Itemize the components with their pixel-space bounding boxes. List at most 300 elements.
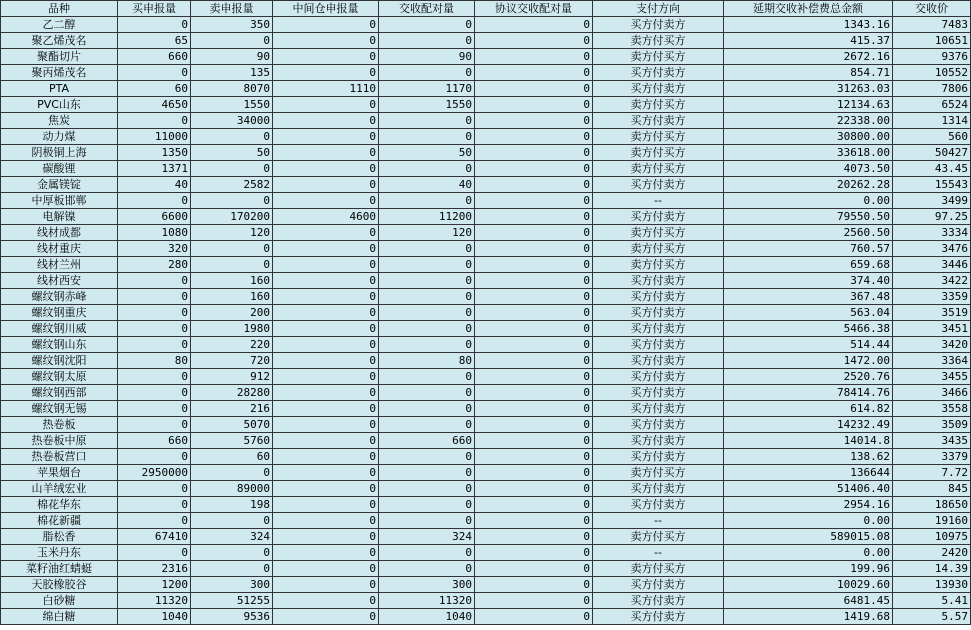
cell-variety: 天胶橡胶谷 <box>1 577 118 593</box>
cell-variety: PVC山东 <box>1 97 118 113</box>
cell-compensation-total: 0.00 <box>724 193 893 209</box>
cell-payment-direction: 买方付卖方 <box>593 305 724 321</box>
cell-compensation-total: 30800.00 <box>724 129 893 145</box>
cell-compensation-total: 4073.50 <box>724 161 893 177</box>
cell-delivery-price: 14.39 <box>893 561 971 577</box>
cell-variety: 焦炭 <box>1 113 118 129</box>
table-row <box>1 65 971 81</box>
cell-sell-declared: 51255 <box>191 593 273 609</box>
cell-buy-declared: 0 <box>118 449 191 465</box>
cell-delivery-price: 10552 <box>893 65 971 81</box>
cell-agreement-matched: 0 <box>475 129 593 145</box>
cell-sell-declared: 220 <box>191 337 273 353</box>
cell-agreement-matched: 0 <box>475 49 593 65</box>
cell-buy-declared: 0 <box>118 513 191 529</box>
cell-matched: 0 <box>379 401 475 417</box>
cell-payment-direction: 买方付卖方 <box>593 497 724 513</box>
cell-sell-declared: 1980 <box>191 321 273 337</box>
cell-compensation-total: 563.04 <box>724 305 893 321</box>
table-row <box>1 465 971 481</box>
cell-sell-declared: 1550 <box>191 97 273 113</box>
cell-delivery-price: 7806 <box>893 81 971 97</box>
cell-compensation-total: 12134.63 <box>724 97 893 113</box>
header-intermediate-declared: 中间仓申报量 <box>273 1 379 17</box>
cell-payment-direction: 买方付卖方 <box>593 289 724 305</box>
cell-matched: 0 <box>379 241 475 257</box>
cell-matched: 0 <box>379 33 475 49</box>
cell-matched: 0 <box>379 273 475 289</box>
cell-buy-declared: 0 <box>118 369 191 385</box>
table-row <box>1 289 971 305</box>
cell-variety: 阴极铜上海 <box>1 145 118 161</box>
cell-variety: 线材兰州 <box>1 257 118 273</box>
cell-variety: 乙二醇 <box>1 17 118 33</box>
cell-matched: 0 <box>379 193 475 209</box>
cell-payment-direction: 买方付卖方 <box>593 177 724 193</box>
cell-sell-declared: 160 <box>191 289 273 305</box>
cell-delivery-price: 10975 <box>893 529 971 545</box>
cell-variety: 脂松香 <box>1 529 118 545</box>
header-compensation-total: 延期交收补偿费总金额 <box>724 1 893 17</box>
cell-intermediate-declared: 0 <box>273 97 379 113</box>
cell-matched: 0 <box>379 129 475 145</box>
cell-intermediate-declared: 0 <box>273 593 379 609</box>
cell-payment-direction: -- <box>593 545 724 561</box>
table-row <box>1 433 971 449</box>
cell-payment-direction: 卖方付买方 <box>593 129 724 145</box>
cell-payment-direction: 买方付卖方 <box>593 321 724 337</box>
cell-compensation-total: 78414.76 <box>724 385 893 401</box>
cell-agreement-matched: 0 <box>475 449 593 465</box>
cell-agreement-matched: 0 <box>475 241 593 257</box>
table-row <box>1 513 971 529</box>
cell-compensation-total: 2520.76 <box>724 369 893 385</box>
cell-payment-direction: 卖方付买方 <box>593 33 724 49</box>
cell-delivery-price: 2420 <box>893 545 971 561</box>
header-agreement-matched: 协议交收配对量 <box>475 1 593 17</box>
cell-variety: 聚乙烯茂名 <box>1 33 118 49</box>
cell-variety: 绵白糖 <box>1 609 118 625</box>
cell-sell-declared: 0 <box>191 161 273 177</box>
cell-intermediate-declared: 0 <box>273 545 379 561</box>
cell-intermediate-declared: 0 <box>273 449 379 465</box>
cell-compensation-total: 1343.16 <box>724 17 893 33</box>
cell-buy-declared: 0 <box>118 481 191 497</box>
header-payment-direction: 支付方向 <box>593 1 724 17</box>
cell-buy-declared: 65 <box>118 33 191 49</box>
cell-matched: 80 <box>379 353 475 369</box>
table-row <box>1 129 971 145</box>
cell-buy-declared: 1350 <box>118 145 191 161</box>
cell-variety: 螺纹钢沈阳 <box>1 353 118 369</box>
cell-matched: 0 <box>379 161 475 177</box>
cell-agreement-matched: 0 <box>475 161 593 177</box>
cell-intermediate-declared: 0 <box>273 289 379 305</box>
table-row <box>1 209 971 225</box>
cell-matched: 0 <box>379 545 475 561</box>
cell-sell-declared: 912 <box>191 369 273 385</box>
cell-buy-declared: 0 <box>118 65 191 81</box>
cell-matched: 0 <box>379 449 475 465</box>
table-row <box>1 17 971 33</box>
cell-payment-direction: 买方付卖方 <box>593 385 724 401</box>
cell-variety: PTA <box>1 81 118 97</box>
cell-variety: 动力煤 <box>1 129 118 145</box>
cell-buy-declared: 660 <box>118 49 191 65</box>
cell-delivery-price: 6524 <box>893 97 971 113</box>
cell-buy-declared: 80 <box>118 353 191 369</box>
cell-compensation-total: 14232.49 <box>724 417 893 433</box>
cell-intermediate-declared: 0 <box>273 385 379 401</box>
cell-buy-declared: 0 <box>118 385 191 401</box>
cell-buy-declared: 1200 <box>118 577 191 593</box>
cell-sell-declared: 198 <box>191 497 273 513</box>
cell-delivery-price: 43.45 <box>893 161 971 177</box>
cell-matched: 50 <box>379 145 475 161</box>
cell-sell-declared: 0 <box>191 545 273 561</box>
cell-payment-direction: 卖方付买方 <box>593 145 724 161</box>
cell-intermediate-declared: 0 <box>273 529 379 545</box>
cell-delivery-price: 560 <box>893 129 971 145</box>
cell-payment-direction: 卖方付买方 <box>593 561 724 577</box>
cell-payment-direction: 买方付卖方 <box>593 369 724 385</box>
cell-matched: 0 <box>379 481 475 497</box>
cell-sell-declared: 5070 <box>191 417 273 433</box>
cell-buy-declared: 0 <box>118 305 191 321</box>
cell-payment-direction: 买方付卖方 <box>593 609 724 625</box>
cell-delivery-price: 5.57 <box>893 609 971 625</box>
cell-intermediate-declared: 0 <box>273 369 379 385</box>
cell-buy-declared: 1080 <box>118 225 191 241</box>
cell-agreement-matched: 0 <box>475 337 593 353</box>
cell-buy-declared: 0 <box>118 545 191 561</box>
cell-variety: 热卷板 <box>1 417 118 433</box>
cell-sell-declared: 34000 <box>191 113 273 129</box>
cell-buy-declared: 4650 <box>118 97 191 113</box>
table-row <box>1 161 971 177</box>
cell-sell-declared: 0 <box>191 33 273 49</box>
cell-delivery-price: 3499 <box>893 193 971 209</box>
cell-variety: 线材西安 <box>1 273 118 289</box>
cell-agreement-matched: 0 <box>475 545 593 561</box>
cell-variety: 聚丙烯茂名 <box>1 65 118 81</box>
cell-payment-direction: 买方付卖方 <box>593 593 724 609</box>
cell-variety: 螺纹钢重庆 <box>1 305 118 321</box>
cell-payment-direction: 卖方付买方 <box>593 225 724 241</box>
cell-buy-declared: 0 <box>118 321 191 337</box>
cell-delivery-price: 3359 <box>893 289 971 305</box>
cell-matched: 11200 <box>379 209 475 225</box>
cell-agreement-matched: 0 <box>475 369 593 385</box>
cell-delivery-price: 18650 <box>893 497 971 513</box>
cell-payment-direction: 买方付卖方 <box>593 401 724 417</box>
cell-matched: 0 <box>379 65 475 81</box>
cell-delivery-price: 3509 <box>893 417 971 433</box>
table-row <box>1 417 971 433</box>
cell-sell-declared: 89000 <box>191 481 273 497</box>
table-row <box>1 225 971 241</box>
cell-payment-direction: 买方付卖方 <box>593 481 724 497</box>
table-row <box>1 561 971 577</box>
cell-sell-declared: 8070 <box>191 81 273 97</box>
cell-matched: 90 <box>379 49 475 65</box>
table-row <box>1 273 971 289</box>
cell-agreement-matched: 0 <box>475 529 593 545</box>
cell-buy-declared: 11320 <box>118 593 191 609</box>
cell-compensation-total: 2954.16 <box>724 497 893 513</box>
cell-agreement-matched: 0 <box>475 193 593 209</box>
cell-intermediate-declared: 0 <box>273 177 379 193</box>
cell-intermediate-declared: 0 <box>273 305 379 321</box>
cell-sell-declared: 160 <box>191 273 273 289</box>
cell-compensation-total: 1472.00 <box>724 353 893 369</box>
table-row <box>1 49 971 65</box>
cell-compensation-total: 5466.38 <box>724 321 893 337</box>
cell-variety: 金属镁锭 <box>1 177 118 193</box>
cell-variety: 棉花华东 <box>1 497 118 513</box>
cell-sell-declared: 350 <box>191 17 273 33</box>
cell-matched: 0 <box>379 561 475 577</box>
cell-intermediate-declared: 0 <box>273 65 379 81</box>
cell-buy-declared: 60 <box>118 81 191 97</box>
cell-matched: 0 <box>379 257 475 273</box>
cell-intermediate-declared: 0 <box>273 193 379 209</box>
cell-compensation-total: 854.71 <box>724 65 893 81</box>
cell-payment-direction: 买方付卖方 <box>593 577 724 593</box>
cell-matched: 11320 <box>379 593 475 609</box>
cell-buy-declared: 0 <box>118 337 191 353</box>
cell-compensation-total: 14014.8 <box>724 433 893 449</box>
cell-delivery-price: 3379 <box>893 449 971 465</box>
table-row <box>1 369 971 385</box>
cell-payment-direction: 买方付卖方 <box>593 65 724 81</box>
cell-compensation-total: 514.44 <box>724 337 893 353</box>
cell-compensation-total: 79550.50 <box>724 209 893 225</box>
cell-sell-declared: 0 <box>191 129 273 145</box>
cell-sell-declared: 120 <box>191 225 273 241</box>
table-row <box>1 305 971 321</box>
cell-compensation-total: 31263.03 <box>724 81 893 97</box>
cell-variety: 白砂糖 <box>1 593 118 609</box>
cell-matched: 40 <box>379 177 475 193</box>
cell-agreement-matched: 0 <box>475 433 593 449</box>
cell-payment-direction: -- <box>593 193 724 209</box>
cell-variety: 苹果烟台 <box>1 465 118 481</box>
cell-variety: 棉花新疆 <box>1 513 118 529</box>
cell-payment-direction: 买方付卖方 <box>593 449 724 465</box>
cell-sell-declared: 28280 <box>191 385 273 401</box>
header-sell-declared: 卖申报量 <box>191 1 273 17</box>
cell-compensation-total: 589015.08 <box>724 529 893 545</box>
table-row <box>1 481 971 497</box>
cell-payment-direction: 卖方付买方 <box>593 97 724 113</box>
cell-compensation-total: 614.82 <box>724 401 893 417</box>
cell-sell-declared: 5760 <box>191 433 273 449</box>
cell-compensation-total: 2560.50 <box>724 225 893 241</box>
cell-matched: 0 <box>379 17 475 33</box>
cell-matched: 300 <box>379 577 475 593</box>
cell-compensation-total: 6481.45 <box>724 593 893 609</box>
cell-variety: 螺纹钢太原 <box>1 369 118 385</box>
cell-buy-declared: 1040 <box>118 609 191 625</box>
cell-buy-declared: 2950000 <box>118 465 191 481</box>
cell-delivery-price: 3466 <box>893 385 971 401</box>
table-row <box>1 577 971 593</box>
cell-intermediate-declared: 0 <box>273 417 379 433</box>
cell-compensation-total: 0.00 <box>724 513 893 529</box>
cell-agreement-matched: 0 <box>475 33 593 49</box>
cell-matched: 0 <box>379 337 475 353</box>
cell-buy-declared: 0 <box>118 193 191 209</box>
cell-payment-direction: 卖方付买方 <box>593 465 724 481</box>
table-row <box>1 449 971 465</box>
cell-payment-direction: 买方付卖方 <box>593 337 724 353</box>
cell-delivery-price: 50427 <box>893 145 971 161</box>
cell-compensation-total: 138.62 <box>724 449 893 465</box>
cell-compensation-total: 374.40 <box>724 273 893 289</box>
cell-agreement-matched: 0 <box>475 273 593 289</box>
cell-compensation-total: 10029.60 <box>724 577 893 593</box>
cell-matched: 0 <box>379 369 475 385</box>
cell-buy-declared: 0 <box>118 401 191 417</box>
cell-buy-declared: 660 <box>118 433 191 449</box>
cell-payment-direction: 买方付卖方 <box>593 273 724 289</box>
cell-sell-declared: 200 <box>191 305 273 321</box>
cell-payment-direction: 卖方付买方 <box>593 257 724 273</box>
cell-compensation-total: 0.00 <box>724 545 893 561</box>
cell-intermediate-declared: 0 <box>273 401 379 417</box>
cell-buy-declared: 0 <box>118 273 191 289</box>
cell-delivery-price: 3420 <box>893 337 971 353</box>
cell-intermediate-declared: 0 <box>273 49 379 65</box>
cell-variety: 中厚板邯郸 <box>1 193 118 209</box>
cell-delivery-price: 10651 <box>893 33 971 49</box>
cell-delivery-price: 3422 <box>893 273 971 289</box>
table-row <box>1 545 971 561</box>
cell-sell-declared: 0 <box>191 257 273 273</box>
cell-sell-declared: 60 <box>191 449 273 465</box>
table-row <box>1 321 971 337</box>
table-row <box>1 257 971 273</box>
cell-variety: 螺纹钢无锡 <box>1 401 118 417</box>
cell-agreement-matched: 0 <box>475 385 593 401</box>
cell-payment-direction: -- <box>593 513 724 529</box>
cell-variety: 聚酯切片 <box>1 49 118 65</box>
table-row <box>1 241 971 257</box>
cell-sell-declared: 216 <box>191 401 273 417</box>
cell-agreement-matched: 0 <box>475 497 593 513</box>
cell-variety: 螺纹钢赤峰 <box>1 289 118 305</box>
cell-compensation-total: 415.37 <box>724 33 893 49</box>
cell-intermediate-declared: 4600 <box>273 209 379 225</box>
cell-compensation-total: 136644 <box>724 465 893 481</box>
cell-payment-direction: 卖方付买方 <box>593 161 724 177</box>
cell-sell-declared: 9536 <box>191 609 273 625</box>
cell-intermediate-declared: 0 <box>273 433 379 449</box>
cell-variety: 螺纹钢川威 <box>1 321 118 337</box>
table-row <box>1 97 971 113</box>
cell-intermediate-declared: 0 <box>273 257 379 273</box>
cell-agreement-matched: 0 <box>475 177 593 193</box>
cell-sell-declared: 90 <box>191 49 273 65</box>
cell-matched: 0 <box>379 497 475 513</box>
cell-agreement-matched: 0 <box>475 289 593 305</box>
cell-payment-direction: 买方付卖方 <box>593 81 724 97</box>
cell-matched: 0 <box>379 321 475 337</box>
cell-intermediate-declared: 0 <box>273 497 379 513</box>
cell-delivery-price: 3364 <box>893 353 971 369</box>
table-row <box>1 193 971 209</box>
cell-intermediate-declared: 0 <box>273 465 379 481</box>
cell-agreement-matched: 0 <box>475 577 593 593</box>
cell-buy-declared: 280 <box>118 257 191 273</box>
cell-variety: 线材重庆 <box>1 241 118 257</box>
cell-matched: 0 <box>379 289 475 305</box>
cell-intermediate-declared: 0 <box>273 273 379 289</box>
cell-agreement-matched: 0 <box>475 97 593 113</box>
cell-agreement-matched: 0 <box>475 145 593 161</box>
cell-delivery-price: 9376 <box>893 49 971 65</box>
table-row <box>1 401 971 417</box>
cell-agreement-matched: 0 <box>475 17 593 33</box>
cell-matched: 0 <box>379 385 475 401</box>
cell-sell-declared: 135 <box>191 65 273 81</box>
cell-variety: 玉米丹东 <box>1 545 118 561</box>
cell-matched: 660 <box>379 433 475 449</box>
cell-matched: 120 <box>379 225 475 241</box>
cell-delivery-price: 97.25 <box>893 209 971 225</box>
cell-agreement-matched: 0 <box>475 561 593 577</box>
cell-compensation-total: 1419.68 <box>724 609 893 625</box>
cell-intermediate-declared: 0 <box>273 225 379 241</box>
cell-delivery-price: 3334 <box>893 225 971 241</box>
cell-agreement-matched: 0 <box>475 81 593 97</box>
cell-agreement-matched: 0 <box>475 65 593 81</box>
cell-intermediate-declared: 0 <box>273 17 379 33</box>
cell-buy-declared: 0 <box>118 17 191 33</box>
cell-intermediate-declared: 0 <box>273 577 379 593</box>
cell-payment-direction: 买方付卖方 <box>593 433 724 449</box>
cell-compensation-total: 659.68 <box>724 257 893 273</box>
cell-variety: 热卷板中原 <box>1 433 118 449</box>
cell-payment-direction: 买方付卖方 <box>593 17 724 33</box>
cell-sell-declared: 2582 <box>191 177 273 193</box>
cell-intermediate-declared: 0 <box>273 129 379 145</box>
cell-compensation-total: 199.96 <box>724 561 893 577</box>
table-row <box>1 529 971 545</box>
table-row <box>1 497 971 513</box>
table-row <box>1 177 971 193</box>
cell-compensation-total: 367.48 <box>724 289 893 305</box>
cell-delivery-price: 3446 <box>893 257 971 273</box>
cell-agreement-matched: 0 <box>475 257 593 273</box>
cell-payment-direction: 卖方付买方 <box>593 529 724 545</box>
cell-delivery-price: 5.41 <box>893 593 971 609</box>
cell-buy-declared: 6600 <box>118 209 191 225</box>
header-row <box>1 1 971 17</box>
cell-intermediate-declared: 0 <box>273 609 379 625</box>
cell-agreement-matched: 0 <box>475 465 593 481</box>
table-row <box>1 353 971 369</box>
cell-compensation-total: 760.57 <box>724 241 893 257</box>
cell-agreement-matched: 0 <box>475 225 593 241</box>
cell-buy-declared: 2316 <box>118 561 191 577</box>
cell-intermediate-declared: 0 <box>273 241 379 257</box>
cell-matched: 0 <box>379 305 475 321</box>
cell-sell-declared: 720 <box>191 353 273 369</box>
table-row <box>1 593 971 609</box>
cell-delivery-price: 845 <box>893 481 971 497</box>
